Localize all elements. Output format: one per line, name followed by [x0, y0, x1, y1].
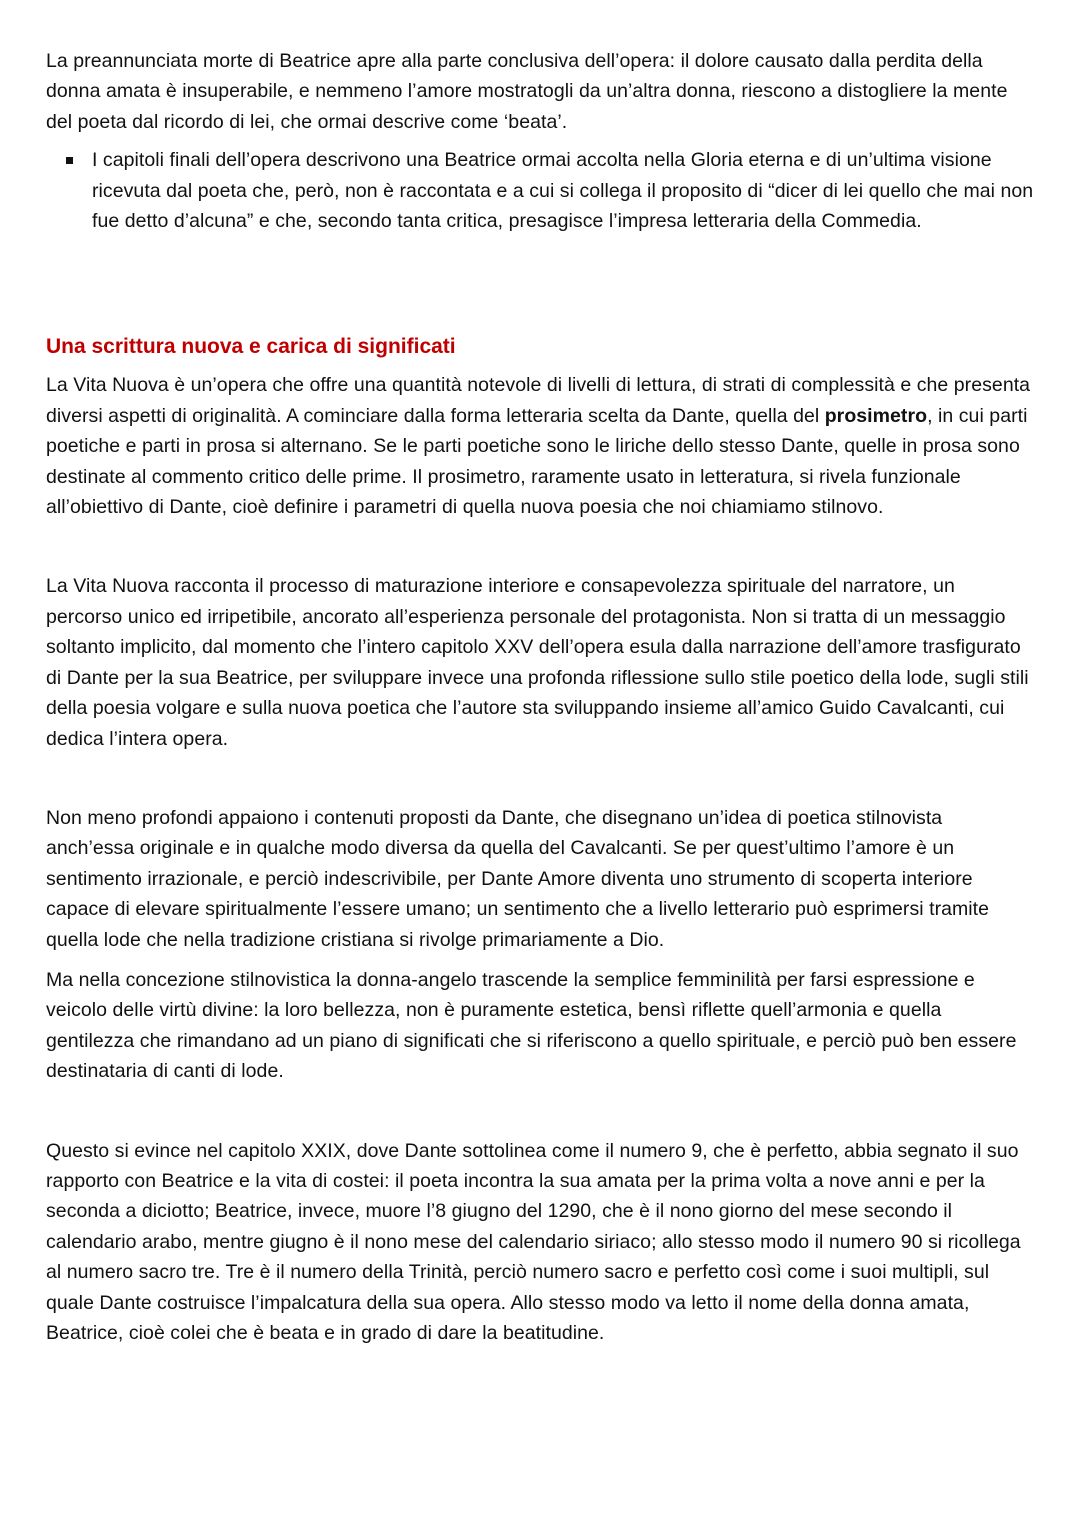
bullet-list	[46, 145, 1034, 236]
intro-paragraph: La preannunciata morte di Beatrice apre alla parte conclusiva dell’opera: il dolore causato dalla perdita della donna amata è insuperabile, e nemmeno l’amore mostratogli da un’altra donna, riescono a distogliere la mente del poeta dal ricordo di lei, che ormai descrive come ‘beata’.	[46, 50, 1008, 133]
bullet-item-text: I capitoli finali dell’opera descrivono una Beatrice ormai accolta nella Gloria eterna e di un’ultima visione ricevuta dal poeta che, però, non è raccontata e a cui si collega il proposito di “dicer di lei quello che mai non fue detto d’alcuna” e che, secondo tanta critica, presagisce l’impresa letteraria della Commedia.	[92, 149, 1034, 233]
paragraph-donna-angelo: Ma nella concezione stilnovistica la donna-angelo trascende la semplice femminilità per farsi espressione e veicolo delle virtù divine: la loro bellezza, non è puramente estetica, bensì riflette quell’armonia e quella gentilezza che rimandano ad un piano di significati che si riferiscono a quello spirituale, e perciò può ben essere destinataria di canti di lode.	[46, 968, 1017, 1083]
list-item	[92, 145, 1034, 236]
paragraph-text: La Vita Nuova è un’opera che offre una quantità notevole di livelli di lettura, di strati di complessità e che presenta diversi aspetti di originalità. A cominciare dalla forma letteraria scelta da Dante, quella del	[46, 374, 1031, 427]
paragraph-numero-nove: Questo si evince nel capitolo XXIX, dove Dante sottolinea come il numero 9, che è perfetto, abbia segnato il suo rapporto con Beatrice e la vita di costei: il poeta incontra la sua amata per la prima volta a nove anni e per la seconda a diciotto; Beatrice, invece, muore l’8 giugno del 1290, che è il nono giorno del mese secondo il calendario arabo, mentre giugno è il nono mese del calendario siriaco; allo stesso modo il numero 90 si ricollega al numero sacro tre. Tre è il numero della Trinità, perciò numero sacro e perfetto così come i suoi multipli, sul quale Dante costruisce l’impalcatura della sua opera. Allo stesso modo va letto il nome della donna amata, Beatrice, cioè colei che è beata e in grado di dare la beatitudine.	[46, 1139, 1021, 1344]
section-heading: Una scrittura nuova e carica di significati	[46, 335, 456, 359]
square-bullet-icon	[66, 157, 73, 164]
paragraph-text: , in cui parti poetiche e parti in prosa si alternano. Se le parti poetiche sono le liriche dello stesso Dante, quelle in prosa sono destinate al commento critico delle prime. Il prosimetro, raramente usato in letteratura, si rivela funzionale all’obiettivo di Dante, cioè definire i parametri di quella nuova poesia che noi chiamiamo stilnovo.	[46, 404, 1028, 519]
bold-term: prosimetro	[824, 404, 928, 427]
paragraph-maturazione: La Vita Nuova racconta il processo di maturazione interiore e consapevolezza spirituale del narratore, un percorso unico ed irripetibile, ancorato all’esperienza personale del protagonista. Non si tratta di un messaggio soltanto implicito, dal momento che l’intero capitolo XXV dell’opera esula dalla narrazione dell’amore trasfigurato di Dante per la sua Beatrice, per sviluppare invece una profonda riflessione sullo stile poetico della lode, sugli stili della poesia volgare e sulla nuova poetica che l’autore sta sviluppando insieme all’amico Guido Cavalcanti, cui dedica l’intera opera.	[46, 575, 1029, 750]
paragraph-prosimetro	[46, 370, 1034, 522]
paragraph-contenuti: Non meno profondi appaiono i contenuti proposti da Dante, che disegnano un’idea di poetica stilnovista anch’essa originale e in qualche modo diversa da quella del Cavalcanti. Se per quest’ultimo l’amore è un sentimento irrazionale, e perciò indescrivibile, per Dante Amore diventa uno strumento di scoperta interiore capace di elevare spiritualmente l’essere umano; un sentimento che a livello letterario può esprimersi tramite quella lode che nella tradizione cristiana si rivolge primariamente a Dio.	[46, 806, 990, 951]
